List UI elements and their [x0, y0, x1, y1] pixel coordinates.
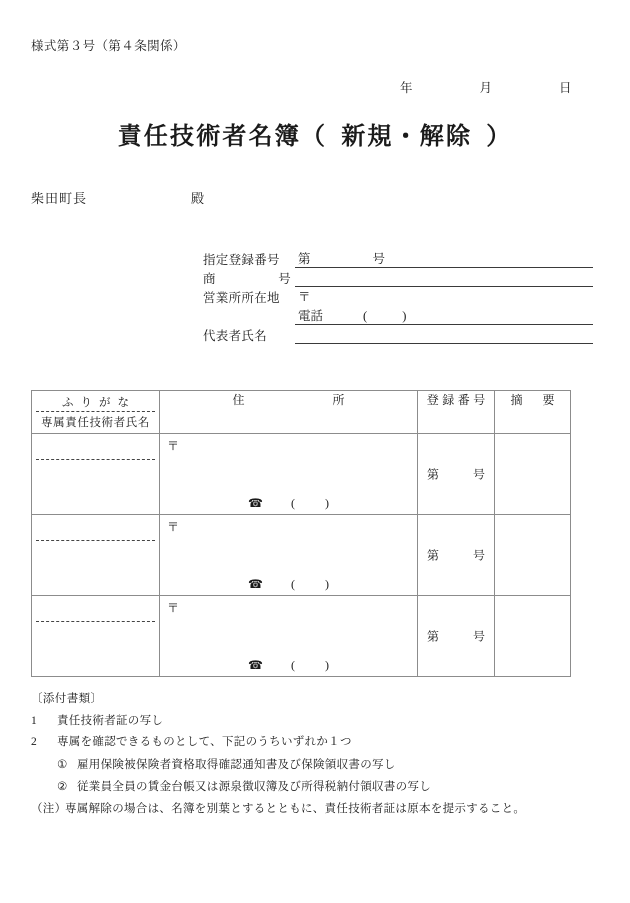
cell-phone-paren-open: (	[290, 658, 295, 672]
table-header-row	[32, 391, 571, 434]
date-line	[400, 78, 580, 96]
office-address-row	[203, 287, 593, 306]
cell-engineer-name[interactable]	[32, 515, 160, 596]
phone-paren	[363, 309, 407, 323]
header-address-part2: 所	[332, 393, 345, 407]
header-remarks-part1: 摘	[510, 393, 523, 407]
date-day-label: 日	[558, 81, 572, 95]
attachment-subitem-2	[57, 781, 591, 794]
cell-reg-go: 号	[473, 548, 486, 563]
page-title-options: 新規・解除	[341, 124, 473, 150]
cell-reg-number[interactable]	[418, 434, 495, 515]
cell-reg-go: 号	[473, 467, 486, 482]
attachment-note	[31, 804, 591, 816]
cell-reg-number-template	[418, 466, 494, 483]
representative-field[interactable]	[295, 327, 593, 344]
header-address-part1: 住	[232, 393, 245, 407]
phone-label: 電話	[298, 309, 324, 323]
cell-reg-dai: 第	[426, 548, 439, 563]
postal-mark-icon: 〒	[298, 290, 311, 304]
cell-phone-paren-open: (	[290, 577, 295, 591]
representative-label: 代表者氏名	[203, 329, 268, 343]
attachment-note-text: 専属解除の場合は、名簿を別葉とするとともに、責任技術者証は原本を提示すること。	[65, 802, 526, 815]
trade-name-row	[203, 268, 593, 287]
attachment-subitem-1-marker: ①	[57, 756, 68, 771]
cell-name-divider	[36, 459, 155, 460]
registration-number-dai: 第	[298, 252, 311, 266]
header-cell-name	[32, 391, 160, 434]
attachment-subitem-2-text: 従業員全員の賃金台帳又は源泉徴収簿及び所得税納付領収書の写し	[77, 781, 431, 793]
cell-address[interactable]	[160, 515, 418, 596]
addressee-name: 柴田町長	[31, 191, 88, 206]
office-address-field[interactable]	[295, 289, 593, 306]
table-row	[32, 515, 571, 596]
attachment-item-2	[31, 737, 591, 749]
cell-phone-paren-close: )	[324, 577, 329, 591]
registration-number-row	[203, 249, 593, 268]
header-remarks-part2: 要	[542, 393, 555, 407]
attachment-item-1	[31, 716, 591, 728]
cell-address[interactable]	[160, 596, 418, 677]
postal-mark-icon: 〒	[167, 601, 180, 615]
page-title-close: ）	[486, 124, 513, 150]
cell-reg-dai: 第	[426, 629, 439, 644]
cell-reg-number-template	[418, 628, 494, 645]
office-address-label: 営業所所在地	[203, 291, 280, 305]
addressee-honorific: 殿	[191, 191, 206, 206]
attachment-subitem-1-text: 雇用保険被保険者資格取得確認通知書及び保険領収書の写し	[77, 758, 396, 771]
cell-address[interactable]	[160, 434, 418, 515]
cell-remarks[interactable]	[495, 596, 571, 677]
cell-reg-go: 号	[473, 629, 486, 644]
page-title	[0, 116, 630, 151]
phone-paren-close: )	[402, 309, 408, 323]
cell-remarks[interactable]	[495, 515, 571, 596]
attachments-heading: 〔添付書類〕	[31, 693, 103, 705]
attachment-item-2-text: 専属を確認できるものとして、下記のうちいずれか１つ	[57, 736, 352, 748]
trade-name-label	[203, 269, 295, 287]
addressee-line	[31, 188, 205, 207]
phone-field[interactable]	[295, 308, 593, 325]
form-number: 様式第３号（第４条関係）	[31, 39, 186, 53]
header-name-divider	[36, 411, 155, 412]
cell-remarks[interactable]	[495, 434, 571, 515]
header-cell-remarks	[495, 391, 571, 434]
representative-row	[203, 325, 593, 344]
attachments-section	[31, 694, 591, 815]
postal-mark-icon: 〒	[167, 439, 180, 453]
postal-mark-icon: 〒	[167, 520, 180, 534]
attachment-note-tag: （注）	[31, 802, 67, 815]
telephone-icon: ☎	[248, 496, 263, 510]
phone-row	[203, 306, 593, 325]
cell-phone-line	[160, 577, 417, 592]
cell-reg-dai: 第	[426, 467, 439, 482]
table-row	[32, 434, 571, 515]
cell-engineer-name[interactable]	[32, 434, 160, 515]
attachment-item-2-number: 2	[31, 736, 38, 748]
cell-reg-number-template	[418, 547, 494, 564]
cell-name-divider	[36, 621, 155, 622]
engineer-roster-table	[31, 390, 571, 677]
attachment-subitem-2-marker: ②	[57, 779, 68, 793]
cell-phone-paren-close: )	[324, 496, 329, 510]
cell-name-divider	[36, 540, 155, 541]
page-title-main: 責任技術者名簿（	[117, 124, 328, 150]
applicant-info-block	[203, 249, 593, 344]
table-row	[32, 596, 571, 677]
header-cell-reg-number: 登録番号	[418, 391, 495, 434]
cell-engineer-name[interactable]	[32, 596, 160, 677]
header-engineer-name: 専属責任技術者氏名	[41, 417, 150, 429]
trade-name-label-part1: 商	[203, 272, 216, 286]
telephone-icon: ☎	[248, 658, 263, 672]
cell-reg-number[interactable]	[418, 515, 495, 596]
trade-name-label-part2: 号	[278, 272, 291, 286]
cell-phone-line	[160, 496, 417, 511]
cell-phone-paren-open: (	[290, 496, 295, 510]
registration-number-label: 指定登録番号	[203, 253, 280, 267]
cell-phone-line	[160, 658, 417, 673]
trade-name-field[interactable]	[295, 270, 593, 287]
telephone-icon: ☎	[248, 577, 263, 591]
phone-paren-open: (	[363, 309, 369, 323]
registration-number-go: 号	[372, 252, 386, 266]
header-cell-address	[160, 391, 418, 434]
cell-reg-number[interactable]	[418, 596, 495, 677]
attachment-item-1-number: 1	[31, 714, 38, 727]
date-year-label: 年	[400, 81, 414, 95]
registration-number-field[interactable]	[295, 251, 593, 268]
cell-phone-paren-close: )	[324, 658, 329, 672]
attachment-item-1-text: 責任技術者証の写し	[57, 714, 164, 727]
header-furigana: ふりがな	[62, 397, 136, 409]
date-month-label: 月	[479, 81, 493, 95]
attachment-subitem-1	[57, 756, 591, 772]
